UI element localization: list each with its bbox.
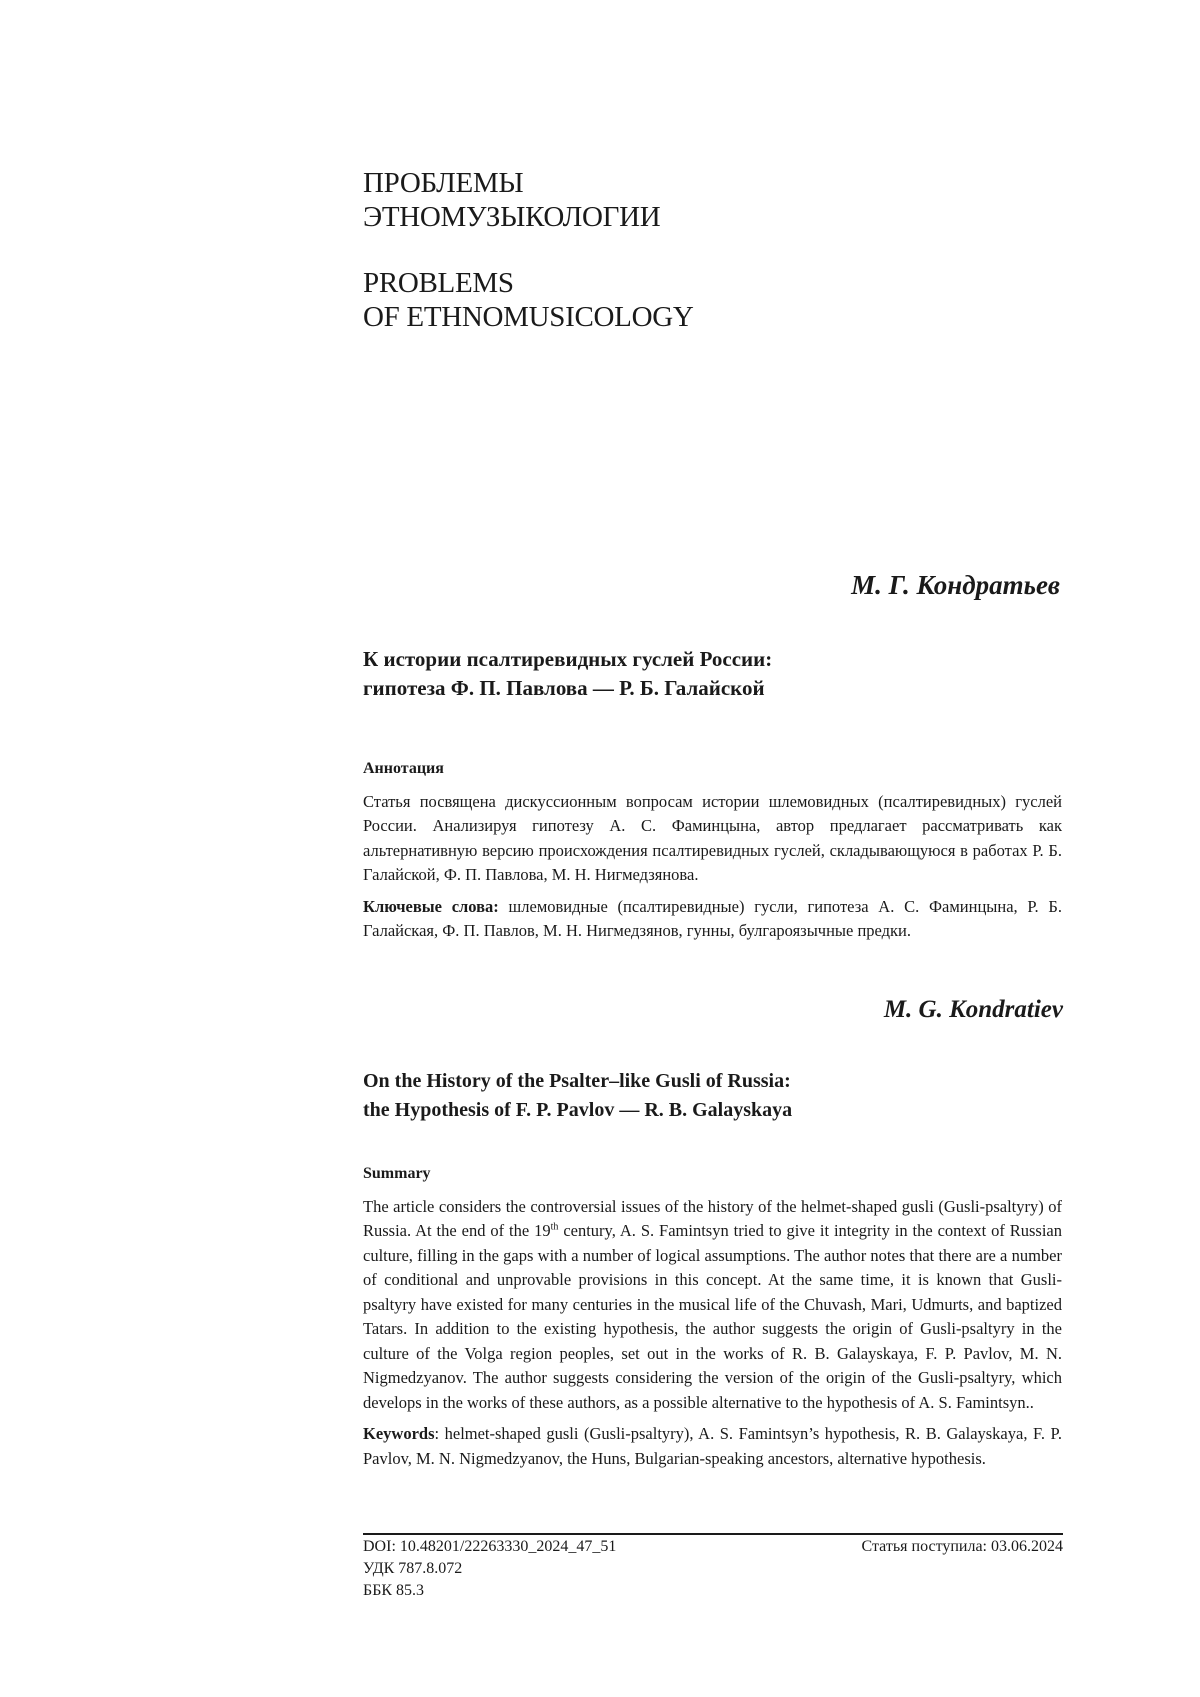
section-title-ru bbox=[363, 166, 963, 234]
article-title-ru-line-2: гипотеза Ф. П. Павлова — Р. Б. Галайской bbox=[363, 676, 765, 700]
summary-text-part-1: The article considers the controversial issues of the history of the helmet-shaped gusli (Gusli-psaltyry) of Russia. At the end of the 19 bbox=[363, 1196, 1062, 1240]
article-title-ru-line-1: К истории псалтиревидных гуслей России: bbox=[363, 647, 773, 671]
summary-text bbox=[363, 1195, 1062, 1416]
bbk: ББК 85.3 bbox=[363, 1582, 425, 1599]
footer bbox=[363, 1536, 1063, 1602]
section-title-en bbox=[363, 266, 963, 334]
article-title-en bbox=[363, 1067, 1063, 1125]
section-title-ru-line-2: ЭТНОМУЗЫКОЛОГИИ bbox=[363, 201, 661, 233]
section-title-ru-line-1: ПРОБЛЕМЫ bbox=[363, 167, 524, 199]
section-title-en-line-2: OF ETHNOMUSICOLOGY bbox=[363, 301, 694, 333]
article-title-ru bbox=[363, 645, 1063, 703]
footer-divider bbox=[363, 1533, 1063, 1535]
abstract-heading: Аннотация bbox=[363, 760, 444, 777]
abstract-ru bbox=[363, 757, 1062, 951]
summary-en bbox=[363, 1162, 1062, 1478]
section-title-en-line-1: PROBLEMS bbox=[363, 267, 514, 299]
author-ru: М. Г. Кондратьев bbox=[851, 570, 1060, 600]
keywords-ru-text: шлемовидные (псалтиревидные) гусли, гипотеза А. С. Фаминцына, Р. Б. Галайская, Ф. П. Павлов, М. Н. Нигмедзянов, гунны, булгароязычные предки. bbox=[363, 896, 1063, 940]
udk: УДК 787.8.072 bbox=[363, 1560, 463, 1577]
keywords-en bbox=[363, 1422, 1062, 1471]
keywords-ru bbox=[363, 895, 1062, 944]
keywords-en-text: : helmet-shaped gusli (Gusli-psaltyry), A. S. Famintsyn’s hypothesis, R. B. Galayskaya, F. P. Pavlov, M. N. Nigmedzyanov, the Huns, Bulgarian-speaking ancestors, alternative hypothesis. bbox=[363, 1424, 1062, 1468]
summary-heading: Summary bbox=[363, 1165, 431, 1182]
summary-superscript: th bbox=[550, 1221, 559, 1233]
article-title-en-line-2: the Hypothesis of F. P. Pavlov — R. B. Galayskaya bbox=[363, 1099, 793, 1121]
article-title-en-line-1: On the History of the Psalter–like Gusli of Russia: bbox=[363, 1070, 791, 1092]
received-date: Статья поступила: 03.06.2024 bbox=[861, 1538, 1063, 1555]
keywords-en-label: Keywords bbox=[363, 1424, 435, 1443]
summary-text-part-2: century, A. S. Famintsyn tried to give it integrity in the context of Russian culture, filling in the gaps with a number of logical assumptions. The author notes that there are a number of conditional and unprovable provisions in this concept. At the same time, it is known that Gusli-psaltyry have existed for many centuries in the musical life of the Chuvash, Mari, Udmurts, and baptized Tatars. In addition to the existing hypothesis, the author suggests the origin of Gusli-psaltyry in the culture of the Volga region peoples, set out in the works of R. B. Galayskaya, F. P. Pavlov, M. N. Nigmedzyanov. The author suggests considering the version of the origin of the Gusli-psaltyry, which develops in the works of these authors, as a possible alternative to the hypothesis of A. S. Famintsyn.. bbox=[363, 1221, 1063, 1412]
doi: DOI: 10.48201/22263330_2024_47_51 bbox=[363, 1538, 617, 1555]
abstract-text: Статья посвящена дискуссионным вопросам истории шлемовидных (псалтиревидных) гуслей России. Анализируя гипотезу А. С. Фаминцына, автор предлагает рассматривать как альтернативную версию происхождения псалтиревидных гуслей, складывающуюся в работах Р. Б. Галайской, Ф. П. Павлова, М. Н. Нигмедзянова. bbox=[363, 791, 1062, 884]
keywords-ru-label: Ключевые слова: bbox=[363, 896, 499, 916]
author-en: M. G. Kondratiev bbox=[883, 996, 1063, 1023]
